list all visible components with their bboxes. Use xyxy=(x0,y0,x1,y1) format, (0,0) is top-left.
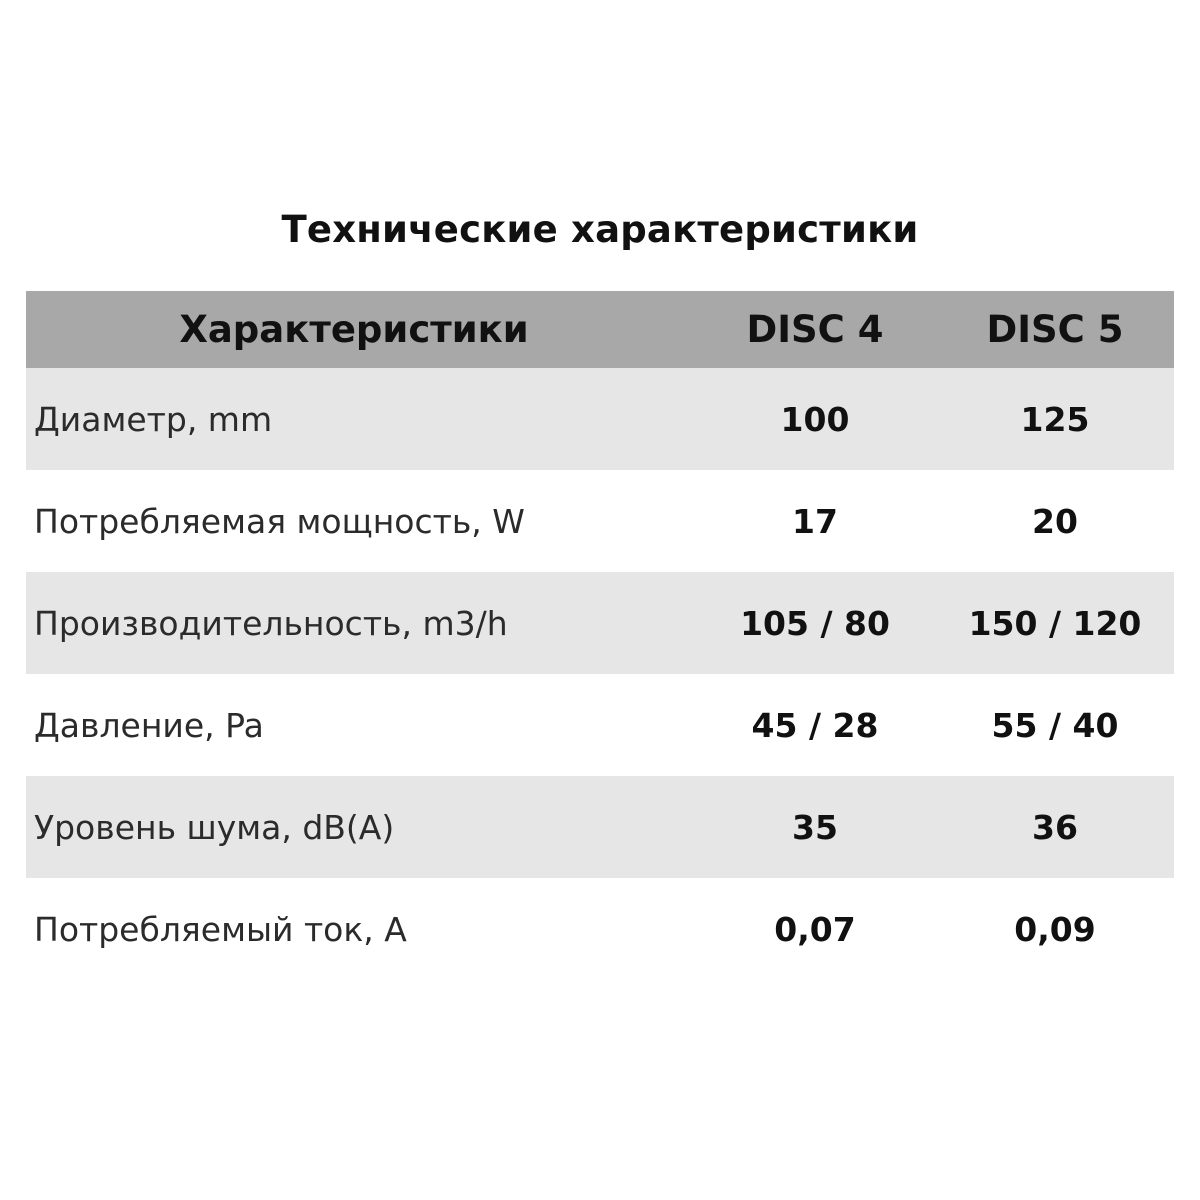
row-value-disc5: 0,09 xyxy=(1014,909,1096,949)
row-value-disc5: 55 / 40 xyxy=(991,705,1119,745)
row-value-disc4: 35 xyxy=(792,807,838,847)
row-label: Потребляемая мощность, W xyxy=(34,501,525,541)
header-disc5: DISC 5 xyxy=(986,308,1124,351)
row-value-disc4: 17 xyxy=(792,501,838,541)
row-label: Диаметр, mm xyxy=(34,399,273,439)
row-label: Давление, Pa xyxy=(34,705,264,745)
table-row xyxy=(26,572,1174,674)
row-value-disc4: 100 xyxy=(780,399,850,439)
row-value-disc4: 45 / 28 xyxy=(751,705,879,745)
spec-table xyxy=(26,291,1174,980)
row-value-disc5: 150 / 120 xyxy=(968,603,1142,643)
header-label: Характеристики xyxy=(179,308,529,351)
table-row xyxy=(26,470,1174,572)
table-row xyxy=(26,674,1174,776)
row-value-disc5: 20 xyxy=(1032,501,1078,541)
row-value-disc5: 36 xyxy=(1032,807,1078,847)
table-row xyxy=(26,368,1174,470)
row-value-disc4: 0,07 xyxy=(774,909,856,949)
row-label: Уровень шума, dB(A) xyxy=(34,807,395,847)
row-value-disc5: 125 xyxy=(1020,399,1090,439)
row-label: Производительность, m3/h xyxy=(34,603,508,643)
row-label: Потребляемый ток, A xyxy=(34,909,407,949)
row-value-disc4: 105 / 80 xyxy=(740,603,890,643)
page-title: Технические характеристики xyxy=(281,208,919,251)
table-header-row xyxy=(26,291,1174,368)
header-disc4: DISC 4 xyxy=(746,308,884,351)
table-row xyxy=(26,878,1174,980)
table-row xyxy=(26,776,1174,878)
